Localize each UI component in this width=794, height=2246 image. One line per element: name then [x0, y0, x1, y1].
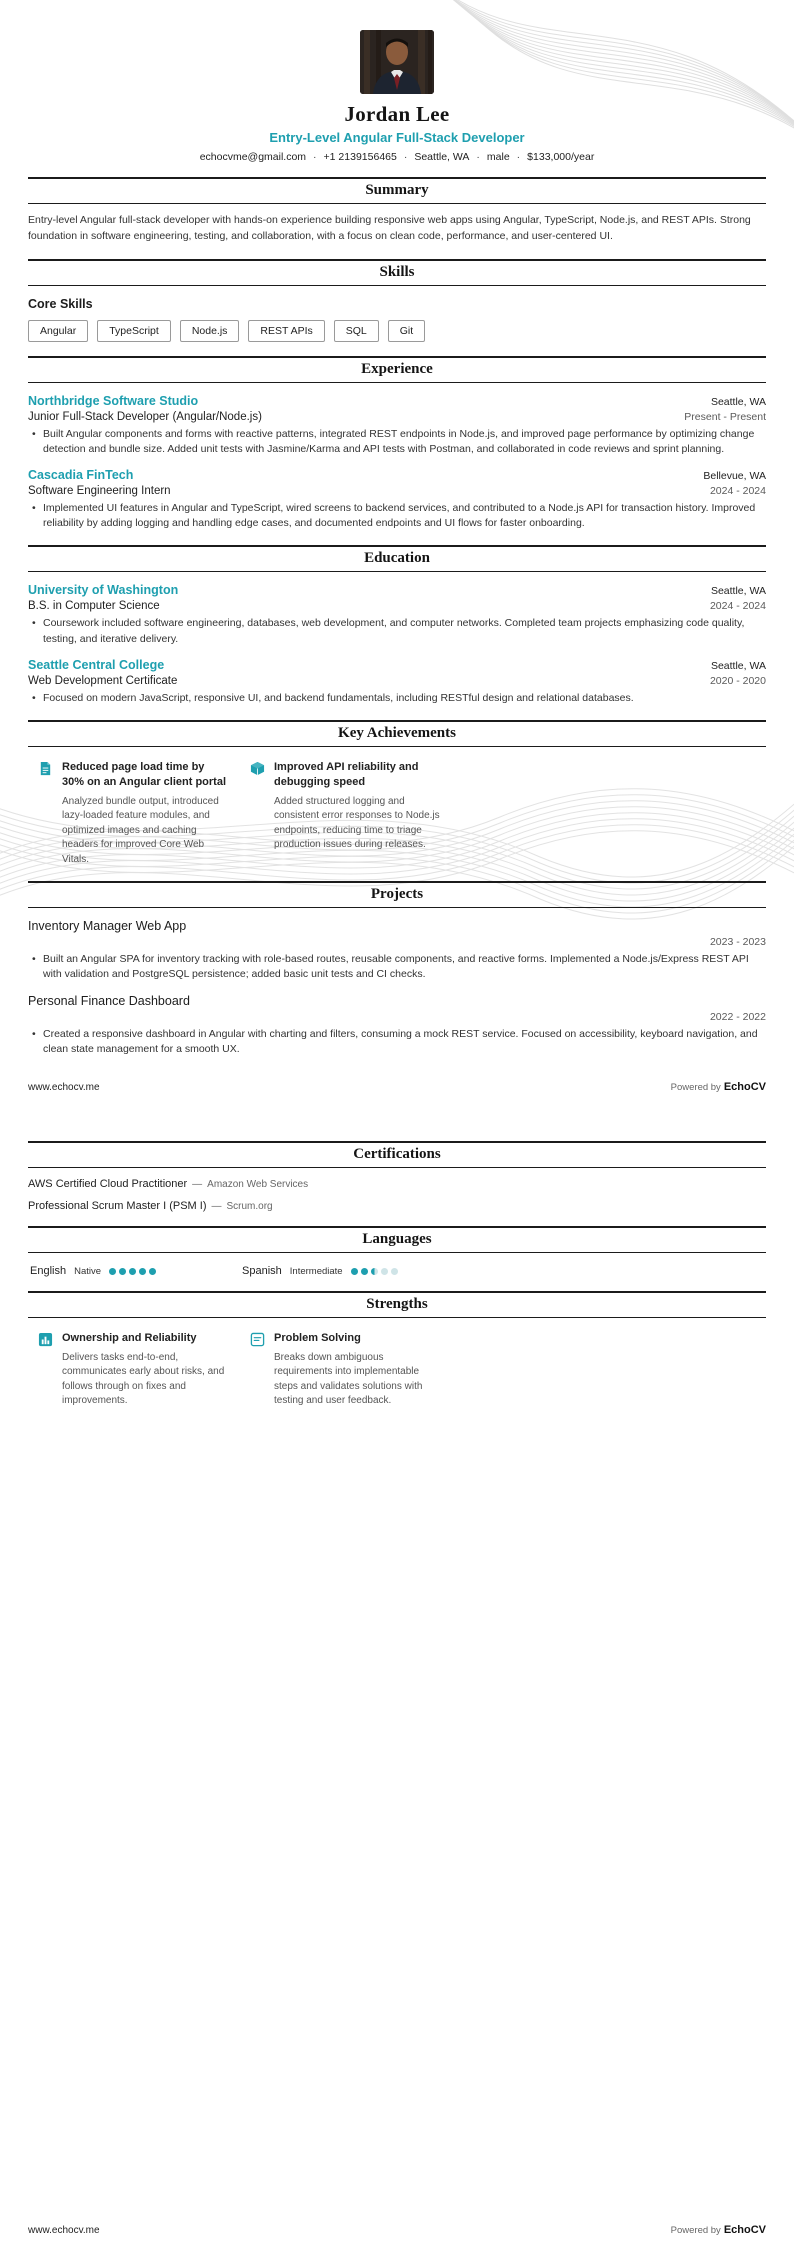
proficiency-dot — [391, 1268, 398, 1275]
page-footer — [28, 2224, 766, 2236]
section-heading-achievements: Key Achievements — [28, 720, 766, 747]
role-title: Software Engineering Intern — [28, 484, 171, 497]
achievement-item — [250, 760, 440, 867]
contact-salary: $133,000/year — [527, 151, 595, 163]
language-level: Native — [74, 1265, 102, 1277]
bar-chart-icon — [38, 1332, 53, 1352]
skills-group-label: Core Skills — [28, 296, 93, 311]
proficiency-dots — [351, 1268, 398, 1275]
proficiency-dot — [119, 1268, 126, 1275]
proficiency-dot — [361, 1268, 368, 1275]
proficiency-dots — [109, 1268, 156, 1275]
strength-item — [250, 1331, 440, 1409]
project-item — [28, 919, 766, 982]
language-level: Intermediate — [289, 1265, 343, 1277]
degree-title: B.S. in Computer Science — [28, 600, 160, 613]
school-location: Seattle, WA — [710, 585, 766, 598]
section-heading-languages: Languages — [28, 1226, 766, 1253]
strength-item — [38, 1331, 228, 1409]
project-bullet: • Created a responsive dashboard in Angular with charting and filters, consuming a mock REST service. Focused on accessibility, keyboard navigation, and clean state management for a smooth UX. — [28, 1027, 766, 1057]
language-name: English — [30, 1265, 67, 1278]
achievements-grid — [28, 760, 766, 867]
contact-separator: · — [313, 151, 317, 163]
proficiency-dot — [381, 1268, 388, 1275]
language-name: Spanish — [242, 1265, 282, 1278]
section-heading-projects: Projects — [28, 881, 766, 908]
school-location: Seattle, WA — [710, 659, 766, 672]
experience-item — [28, 468, 766, 531]
powered-by — [671, 2224, 766, 2236]
project-bullet: • Built an Angular SPA for inventory tracking with role-based routes, reusable components, and reactive forms. Implemented a Node.js/Express REST API with validation and PostgreSQL persistence; added basic unit tests and CI checks. — [28, 952, 766, 982]
languages-grid — [28, 1265, 766, 1277]
project-dates: 2022 - 2022 — [709, 1010, 766, 1023]
education-bullet: • Focused on modern JavaScript, responsive UI, and backend fundamentals, including RESTful design and relational databases. — [28, 691, 766, 706]
contact-separator: · — [516, 151, 521, 163]
company-location: Bellevue, WA — [703, 469, 766, 482]
school-name: University of Washington — [28, 583, 179, 598]
achievement-description: Added structured logging and consistent error responses to Node.js endpoints, reducing time to triage production issues during releases. — [274, 795, 440, 851]
document-icon — [38, 761, 53, 781]
proficiency-dot — [109, 1268, 116, 1275]
brand-link[interactable]: EchoCV — [723, 2224, 766, 2236]
proficiency-dot — [371, 1268, 378, 1275]
project-item — [28, 994, 766, 1057]
degree-dates: 2020 - 2020 — [709, 674, 766, 687]
section-heading-skills: Skills — [28, 259, 766, 286]
contact-separator: · — [403, 151, 408, 163]
project-name: Inventory Manager Web App — [28, 919, 187, 934]
proficiency-dot — [139, 1268, 146, 1275]
role-title: Junior Full-Stack Developer (Angular/Node.js) — [28, 410, 262, 423]
project-dates: 2023 - 2023 — [709, 936, 766, 949]
proficiency-dot — [129, 1268, 136, 1275]
contact-separator: · — [476, 151, 480, 163]
skill-tag: Git — [388, 320, 425, 342]
contact-gender: male — [486, 151, 510, 163]
experience-bullet: • Implemented UI features in Angular and TypeScript, wired screens to backend services, and contributed to a Node.js API for transaction history. Improved reliability by adding logging and handling edge cases, and documented endpoints and UI flows for faster onboarding. — [28, 501, 766, 531]
experience-bullet: • Built Angular components and forms with reactive patterns, integrated REST endpoints in Node.js, and improved page performance by optimizing change detection and bundle size. Added unit tests with Jasmine/Karma and API tests with Postman, and collaborated in code reviews and sprint planning. — [28, 427, 766, 457]
section-heading-certifications: Certifications — [28, 1141, 766, 1168]
achievement-title: Reduced page load time by 30% on an Angular client portal — [62, 761, 227, 788]
portrait-illustration — [360, 30, 434, 94]
strengths-grid — [28, 1331, 766, 1409]
education-item — [28, 658, 766, 706]
role-dates: 2024 - 2024 — [709, 484, 766, 497]
skill-tag: REST APIs — [248, 320, 324, 342]
company-name: Cascadia FinTech — [28, 467, 134, 482]
powered-by-label: Powered by — [670, 1082, 721, 1094]
language-item — [242, 1265, 432, 1277]
company-location: Seattle, WA — [710, 395, 766, 408]
certification-org: Amazon Web Services — [207, 1179, 309, 1191]
achievement-title: Improved API reliability and debugging speed — [274, 761, 419, 788]
chat-icon — [250, 1332, 265, 1352]
contact-location: Seattle, WA — [414, 151, 470, 163]
page-footer — [28, 1081, 766, 1093]
certification-separator: — — [192, 1179, 203, 1191]
skill-tag: Angular — [28, 320, 88, 342]
powered-by-label: Powered by — [670, 2225, 721, 2236]
section-heading-summary: Summary — [28, 177, 766, 204]
education-item — [28, 583, 766, 646]
degree-dates: 2024 - 2024 — [709, 600, 766, 613]
site-link[interactable]: www.echocv.me — [28, 1082, 100, 1094]
certification-item — [28, 1200, 766, 1212]
contact-email: echocvme@gmail.com — [199, 151, 307, 163]
strength-title: Problem Solving — [274, 1332, 361, 1345]
contact-phone: +1 2139156465 — [323, 151, 397, 163]
powered-by — [671, 1081, 766, 1093]
achievement-description: Analyzed bundle output, introduced lazy-loaded feature modules, and optimized images and caching headers for improved Core Web Vitals. — [62, 795, 219, 865]
resume-header — [28, 0, 766, 163]
section-heading-experience: Experience — [28, 356, 766, 383]
achievement-item — [38, 760, 228, 867]
degree-title: Web Development Certificate — [28, 674, 178, 687]
school-name: Seattle Central College — [28, 657, 165, 672]
contact-row — [28, 151, 766, 163]
project-name: Personal Finance Dashboard — [28, 993, 190, 1008]
role-dates: Present - Present — [684, 410, 766, 423]
candidate-name: Jordan Lee — [344, 102, 450, 126]
section-heading-education: Education — [28, 545, 766, 572]
candidate-title: Entry-Level Angular Full-Stack Developer — [269, 130, 525, 145]
certification-name: Professional Scrum Master I (PSM I) — [28, 1200, 207, 1213]
summary-text: Entry-level Angular full-stack developer with hands-on experience building responsive web apps using Angular, TypeScript, Node.js, and REST APIs. Strong foundation in software engineering, testing, and collaboration, with a focus on clean code, performance, and user-centered UI. — [28, 214, 751, 242]
section-heading-strengths: Strengths — [28, 1291, 766, 1318]
skill-tag: SQL — [334, 320, 379, 342]
skill-tag: Node.js — [180, 320, 240, 342]
profile-photo — [360, 30, 434, 94]
package-icon — [250, 761, 265, 781]
certification-separator: — — [211, 1201, 222, 1213]
proficiency-dot — [351, 1268, 358, 1275]
brand-link[interactable]: EchoCV — [723, 1081, 766, 1094]
proficiency-dot — [149, 1268, 156, 1275]
certification-name: AWS Certified Cloud Practitioner — [28, 1178, 188, 1191]
skill-tag: TypeScript — [97, 320, 171, 342]
education-bullet: • Coursework included software engineering, databases, web development, and computer networks. Completed team projects emphasizing code quality, testing, and iterative delivery. — [28, 616, 766, 646]
skill-tag-list — [28, 320, 766, 342]
language-item — [30, 1265, 220, 1277]
certification-item — [28, 1178, 766, 1190]
certification-org: Scrum.org — [226, 1201, 273, 1213]
site-link[interactable]: www.echocv.me — [28, 2225, 100, 2236]
strength-description: Delivers tasks end-to-end, communicates early about risks, and follows through on fixes and improvements. — [62, 1351, 225, 1407]
experience-item — [28, 394, 766, 457]
strength-description: Breaks down ambiguous requirements into implementable steps and validates solutions with testing and user feedback. — [274, 1351, 423, 1407]
strength-title: Ownership and Reliability — [62, 1332, 197, 1345]
company-name: Northbridge Software Studio — [28, 393, 199, 408]
